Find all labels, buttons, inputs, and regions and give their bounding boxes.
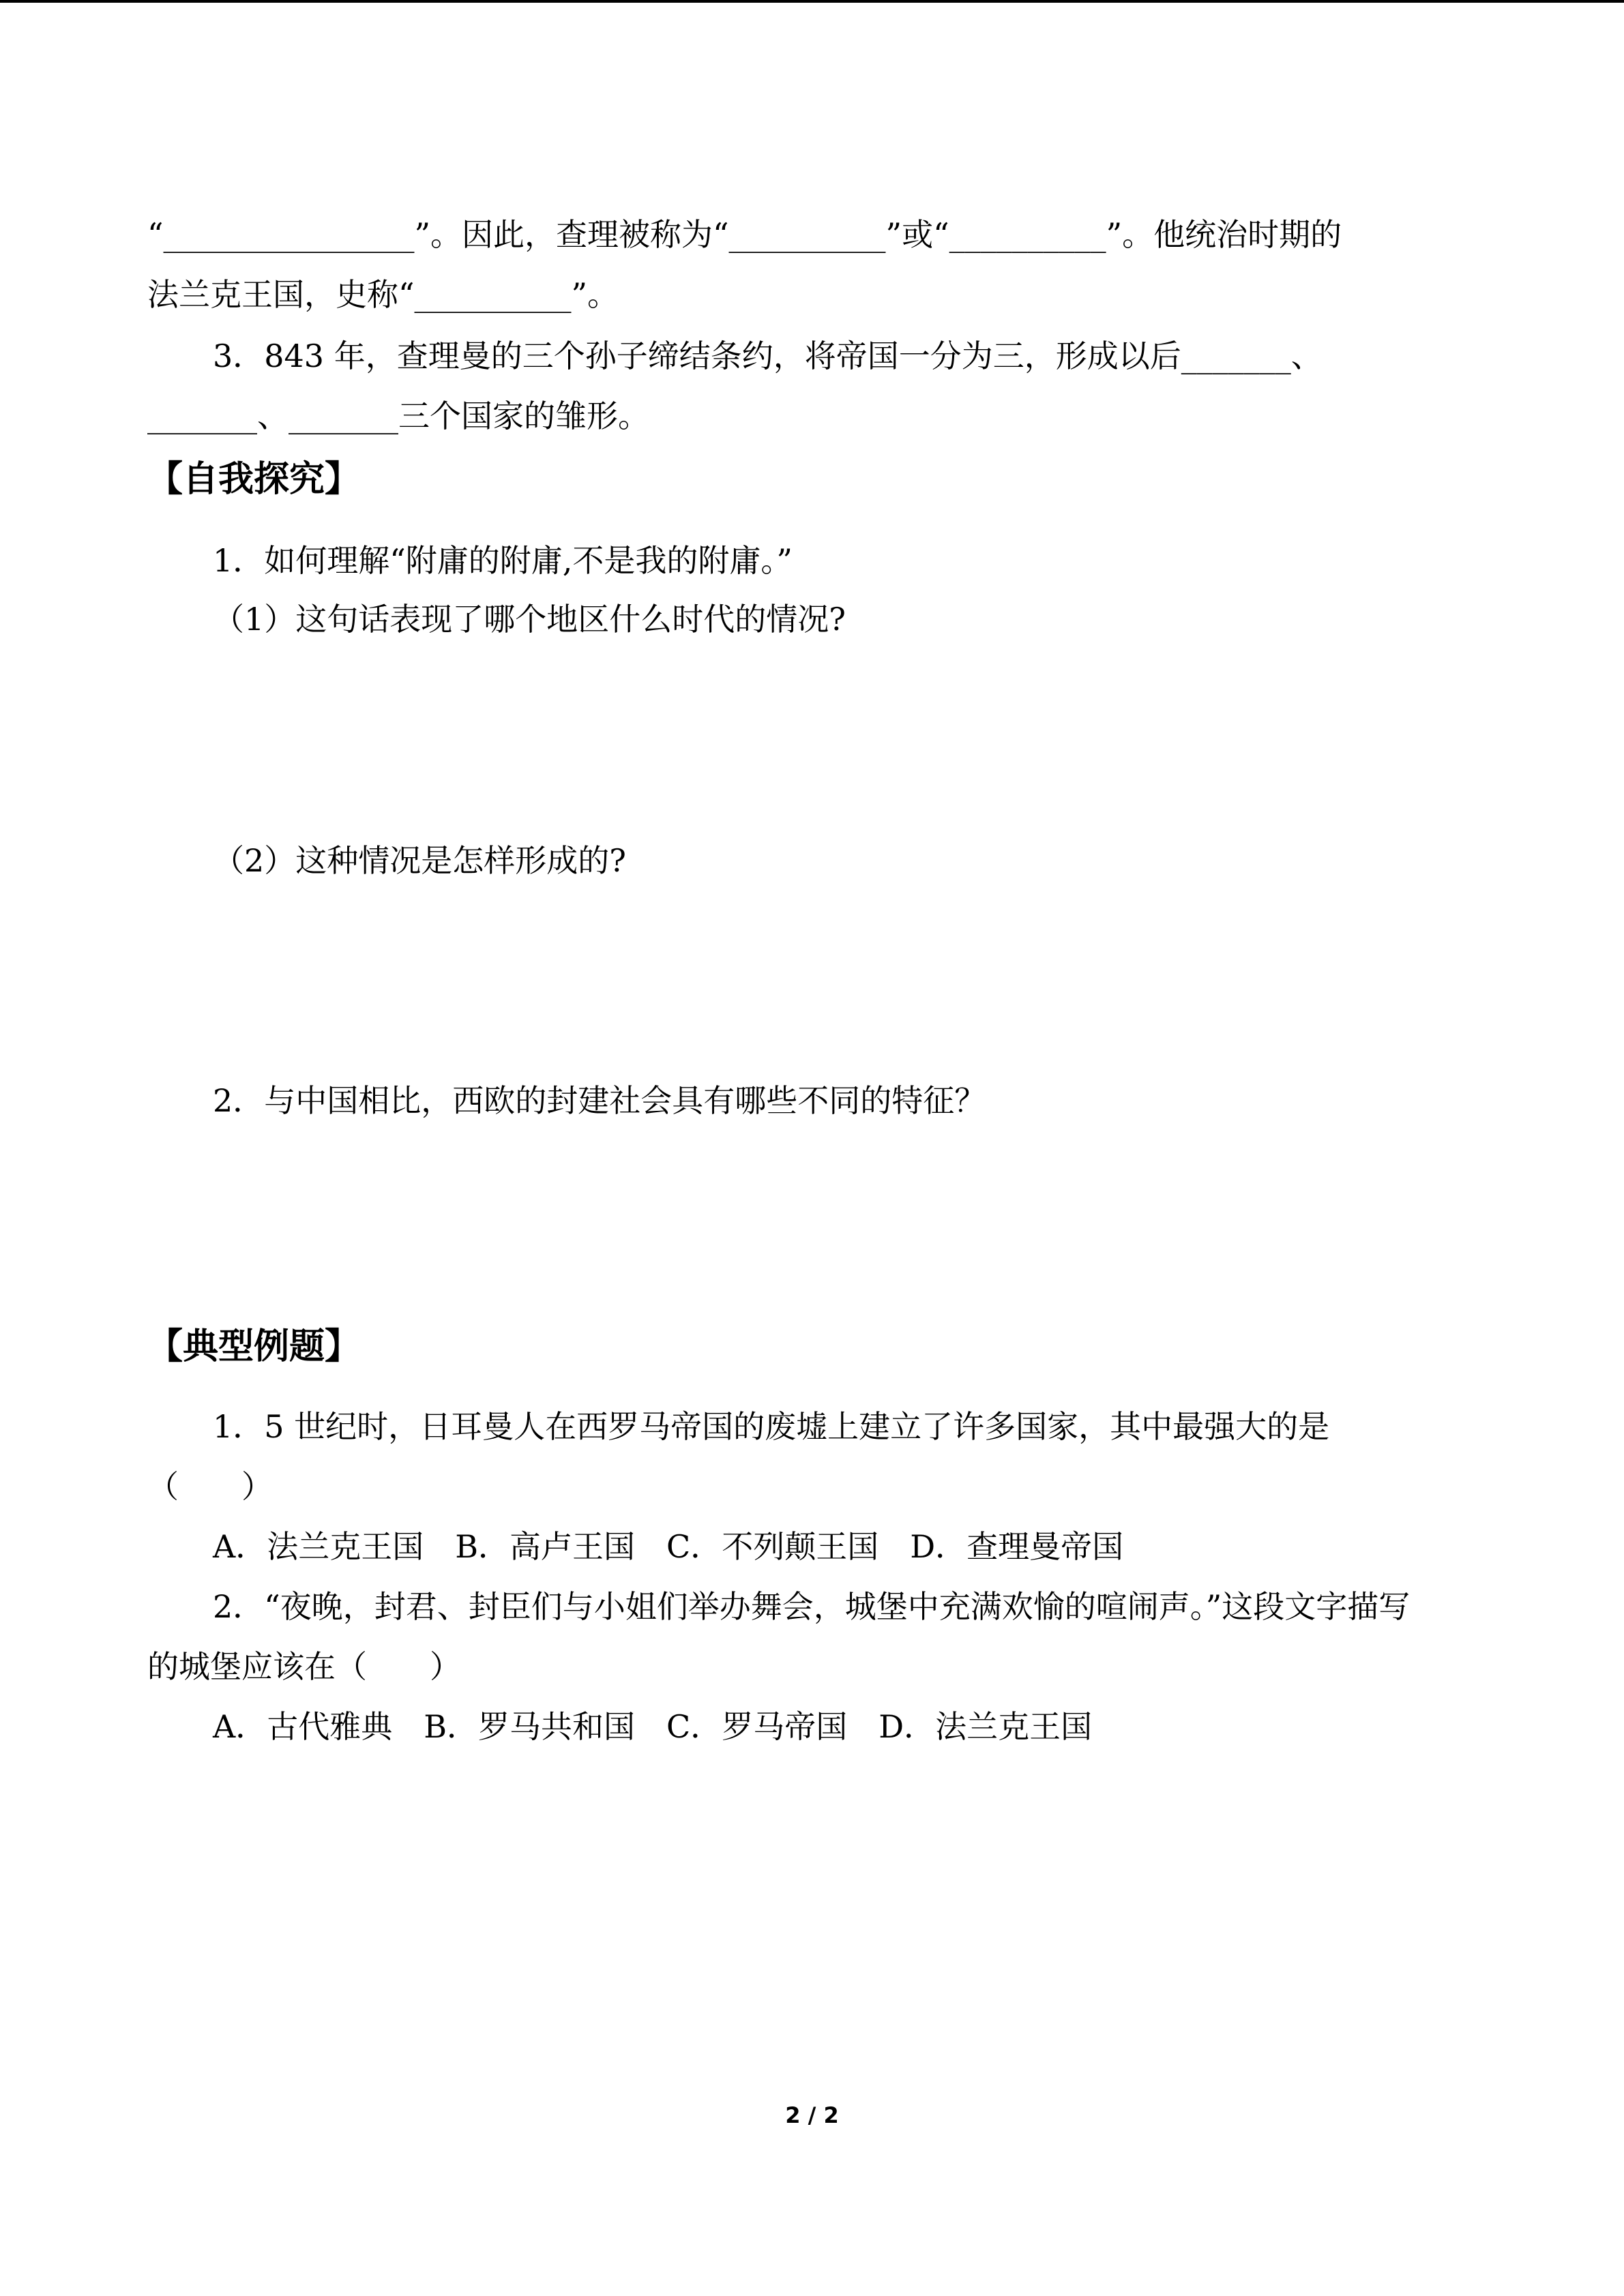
example-2-options: A．古代雅典 B．罗马共和国 C．罗马帝国 D．法兰克王国 <box>213 1708 1093 1745</box>
question-3-line-1: 3．843 年，查理曼的三个孙子缔结条约，将帝国一分为三，形成以后_______、 <box>213 338 1323 374</box>
top-border-rule <box>0 0 1624 3</box>
example-2-stem-line-1: 2．“夜晚，封君、封臣们与小姐们举办舞会，城堡中充满欢愉的喧闹声。”这段文字描写 <box>213 1588 1411 1625</box>
page-number: 2 / 2 <box>785 2102 839 2128</box>
question-3-line-2: _______、_______三个国家的雏形。 <box>147 398 649 434</box>
example-1-stem-line-1: 1．5 世纪时，日耳曼人在西罗马帝国的废墟上建立了许多国家，其中最强大的是 <box>213 1408 1330 1445</box>
self-study-question-1-sub-2: （2）这种情况是怎样形成的? <box>213 842 626 879</box>
fill-blank-line-1: “________________”。因此，查理被称为“__________”或“__________”。他统治时期的 <box>147 216 1342 253</box>
examples-heading: 【典型例题】 <box>147 1326 361 1367</box>
example-1-options: A．法兰克王国 B．高卢王国 C．不列颠王国 D．查理曼帝国 <box>213 1528 1124 1565</box>
example-2-stem-line-2: 的城堡应该在（ ） <box>147 1648 461 1685</box>
self-study-question-1: 1．如何理解“附庸的附庸,不是我的附庸。” <box>213 542 793 579</box>
self-study-question-2: 2．与中国相比，西欧的封建社会具有哪些不同的特征？ <box>213 1082 986 1119</box>
example-1-stem-line-2: （ ） <box>147 1468 273 1505</box>
self-study-heading: 【自我探究】 <box>147 459 361 500</box>
fill-blank-line-2: 法兰克王国，史称“__________”。 <box>147 276 619 313</box>
self-study-question-1-sub-1: （1）这句话表现了哪个地区什么时代的情况? <box>213 601 846 638</box>
